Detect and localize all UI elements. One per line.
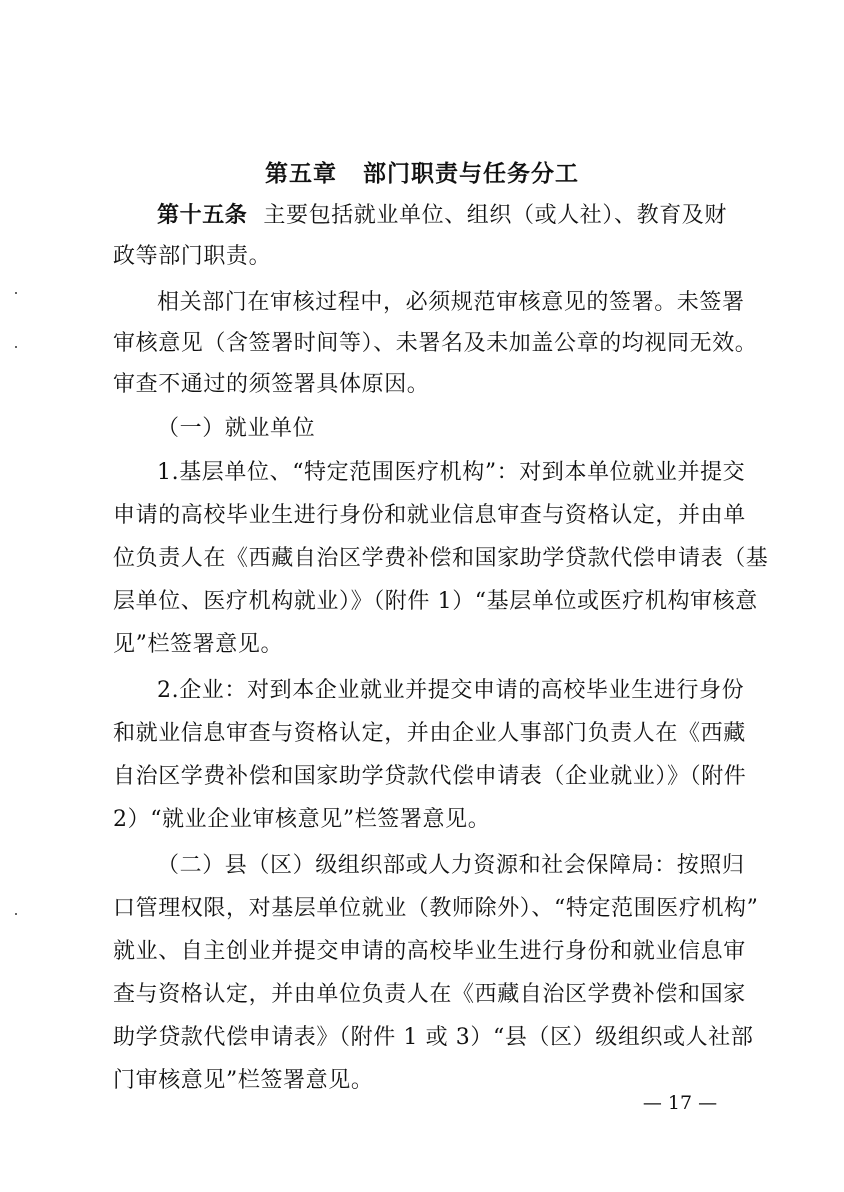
scan-dot xyxy=(15,346,17,348)
scan-dot xyxy=(15,913,17,915)
item1-line-2: 申请的高校毕业生进行身份和就业信息审查与资格认定，并由单 xyxy=(113,503,746,528)
review-line-3: 审查不通过的须签署具体原因。 xyxy=(113,372,430,397)
item2-line-1: 2.企业：对到本企业就业并提交申请的高校毕业生进行身份 xyxy=(157,678,745,703)
review-line-1: 相关部门在审核过程中，必须规范审核意见的签署。未签署 xyxy=(157,290,745,315)
section2-line-6: 门审核意见”栏签署意见。 xyxy=(113,1068,374,1093)
review-line-2: 审核意见（含签署时间等）、未署名及未加盖公章的均视同无效。 xyxy=(113,331,758,356)
item2-line-4: 2）“就业企业审核意见”栏签署意见。 xyxy=(113,807,491,832)
section1-heading: （一）就业单位 xyxy=(157,416,316,441)
section2-line-5: 助学贷款代偿申请表》（附件 1 或 3）“县（区）级组织或人社部 xyxy=(113,1025,754,1050)
item2-line-2: 和就业信息审查与资格认定，并由企业人事部门负责人在《西藏 xyxy=(113,721,746,746)
article-label: 第十五条 xyxy=(157,203,248,228)
article-line-2: 政等部门职责。 xyxy=(113,244,272,269)
item2-line-3: 自治区学费补偿和国家助学贷款代偿申请表（企业就业）》（附件 xyxy=(113,764,747,789)
section2-line-4: 查与资格认定，并由单位负责人在《西藏自治区学费补偿和国家 xyxy=(113,982,746,1007)
item1-line-5: 见”栏签署意见。 xyxy=(113,632,284,657)
chapter-title xyxy=(0,157,844,191)
item1-line-4: 层单位、医疗机构就业）》（附件 1）“基层单位或医疗机构审核意 xyxy=(113,589,758,614)
scan-dot xyxy=(15,292,17,294)
chapter-name: 部门职责与任务分工 xyxy=(363,161,579,187)
item1-line-3: 位负责人在《西藏自治区学费补偿和国家助学贷款代偿申请表（基 xyxy=(113,546,769,571)
page-number: — 17 — xyxy=(642,1092,718,1114)
chapter-number: 第五章 xyxy=(265,161,337,187)
section2-line-3: 就业、自主创业并提交申请的高校毕业生进行身份和就业信息审 xyxy=(113,939,746,964)
article-line-1 xyxy=(157,200,727,232)
item1-line-1: 1.基层单位、“特定范围医疗机构”：对到本单位就业并提交 xyxy=(157,460,746,485)
section2-line-2: 口管理权限，对基层单位就业（教师除外）、“特定范围医疗机构” xyxy=(113,896,759,921)
article-text-1: 主要包括就业单位、组织（或人社）、教育及财 xyxy=(263,203,728,228)
section2-line-1: （二）县（区）级组织部或人力资源和社会保障局：按照归 xyxy=(157,853,745,878)
